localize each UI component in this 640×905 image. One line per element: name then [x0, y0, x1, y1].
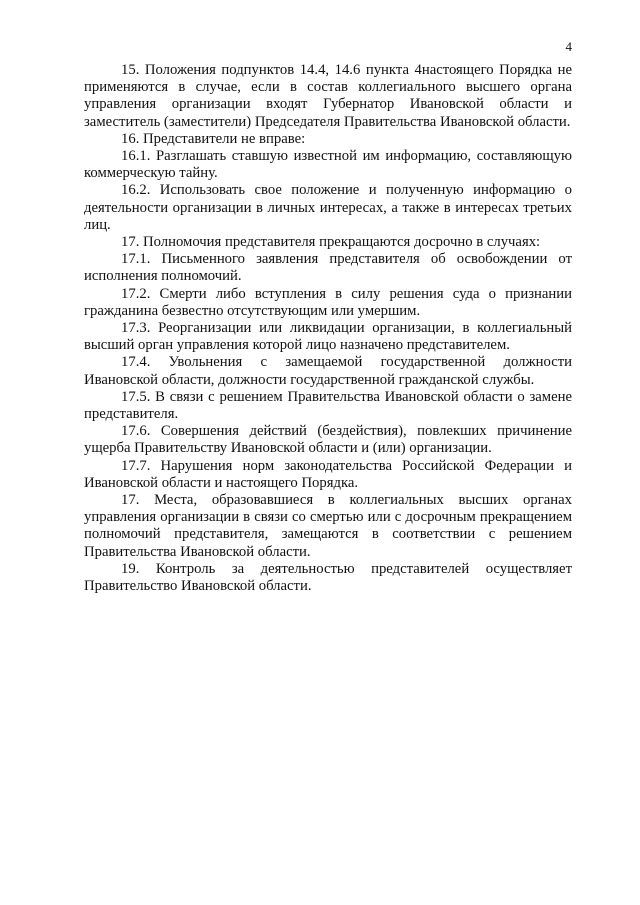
paragraph-16: 16. Представители не вправе: — [121, 130, 306, 147]
paragraph-17-5: 17.5. В связи с решением Правительства Ивановской области о замене представителя. — [84, 388, 572, 423]
paragraph-16-2: 16.2. Использовать свое положение и полученную информацию о деятельности организации в личных интересах, а также в интересах третьих лиц. — [84, 182, 572, 233]
document-body — [84, 62, 572, 595]
paragraph-16-1: 16.1. Разглашать ставшую известной им информацию, составляющую коммерческую тайну. — [84, 148, 572, 182]
paragraph-17-2: 17.2. Смерти либо вступления в силу решения суда о признании гражданина безвестно отсутствующим или умершим. — [84, 285, 572, 319]
paragraph-19: 19. Контроль за деятельностью представителей осуществляет Правительство Ивановской области. — [84, 560, 572, 595]
page-number: 4 — [565, 39, 572, 54]
paragraph-17-3: 17.3. Реорганизации или ликвидации организации, в коллегиальный высший орган управления которой лицо назначено представителем. — [84, 320, 572, 354]
paragraph-17-vacancies: 17. Места, образовавшиеся в коллегиальных высших органах управления организации в связи со смертью или с досрочным прекращением полномочий представителя, замещаются в соответствии с решением Правительства Ивановской области. — [84, 492, 572, 560]
paragraph-17-7: 17.7. Нарушения норм законодательства Российской Федерации и Ивановской области и настоящего Порядка. — [84, 457, 572, 491]
paragraph-17-4: 17.4. Увольнения с замещаемой государственной должности Ивановской области, должности государственной гражданской службы. — [84, 354, 572, 388]
paragraph-17-6: 17.6. Совершения действий (бездействия), повлекших причинение ущерба Правительству Ивановской области и (или) организации. — [84, 423, 572, 457]
paragraph-15: 15. Положения подпунктов 14.4, 14.6 пункта 4настоящего Порядка не применяются в случае, если в состав коллегиального высшего органа управления организации входят Губернатор Ивановской области и заместитель (заместители) Председателя Правительства Ивановской области. — [84, 62, 572, 130]
paragraph-17-1: 17.1. Письменного заявления представителя об освобождении от исполнения полномочий. — [84, 251, 572, 285]
paragraph-17: 17. Полномочия представителя прекращаются досрочно в случаях: — [121, 234, 541, 251]
